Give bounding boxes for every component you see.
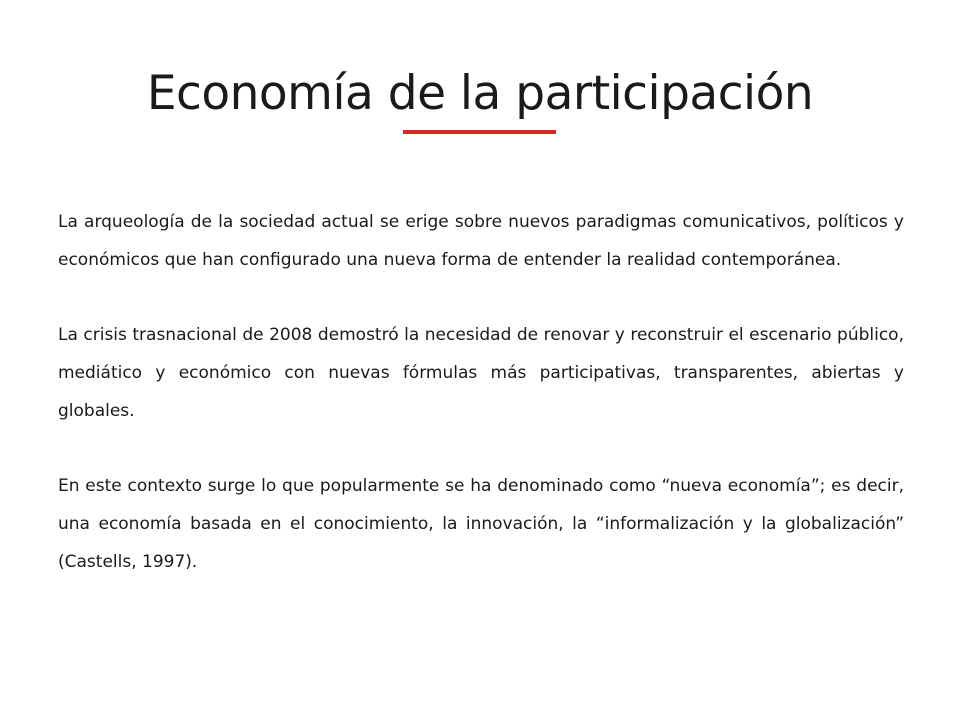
title-accent-bar (403, 130, 556, 134)
slide-body (58, 203, 904, 618)
paragraph-1: La arqueología de la sociedad actual se erige sobre nuevos paradigmas comunicativos, políticos y económicos que han configurado una nueva forma de entender la realidad contemporánea. (58, 212, 904, 270)
paragraph-3: En este contexto surge lo que popularmente se ha denominado como “nueva economía”; es decir, una economía basada en el conocimiento, la innovación, la “informalización y la globalización” (Castells, 1997). (58, 476, 904, 572)
paragraph-2: La crisis trasnacional de 2008 demostró la necesidad de renovar y reconstruir el escenario público, mediático y económico con nuevas fórmulas más participativas, transparentes, abiertas y globales. (58, 325, 904, 421)
slide-title: Economía de la participación (146, 66, 814, 121)
